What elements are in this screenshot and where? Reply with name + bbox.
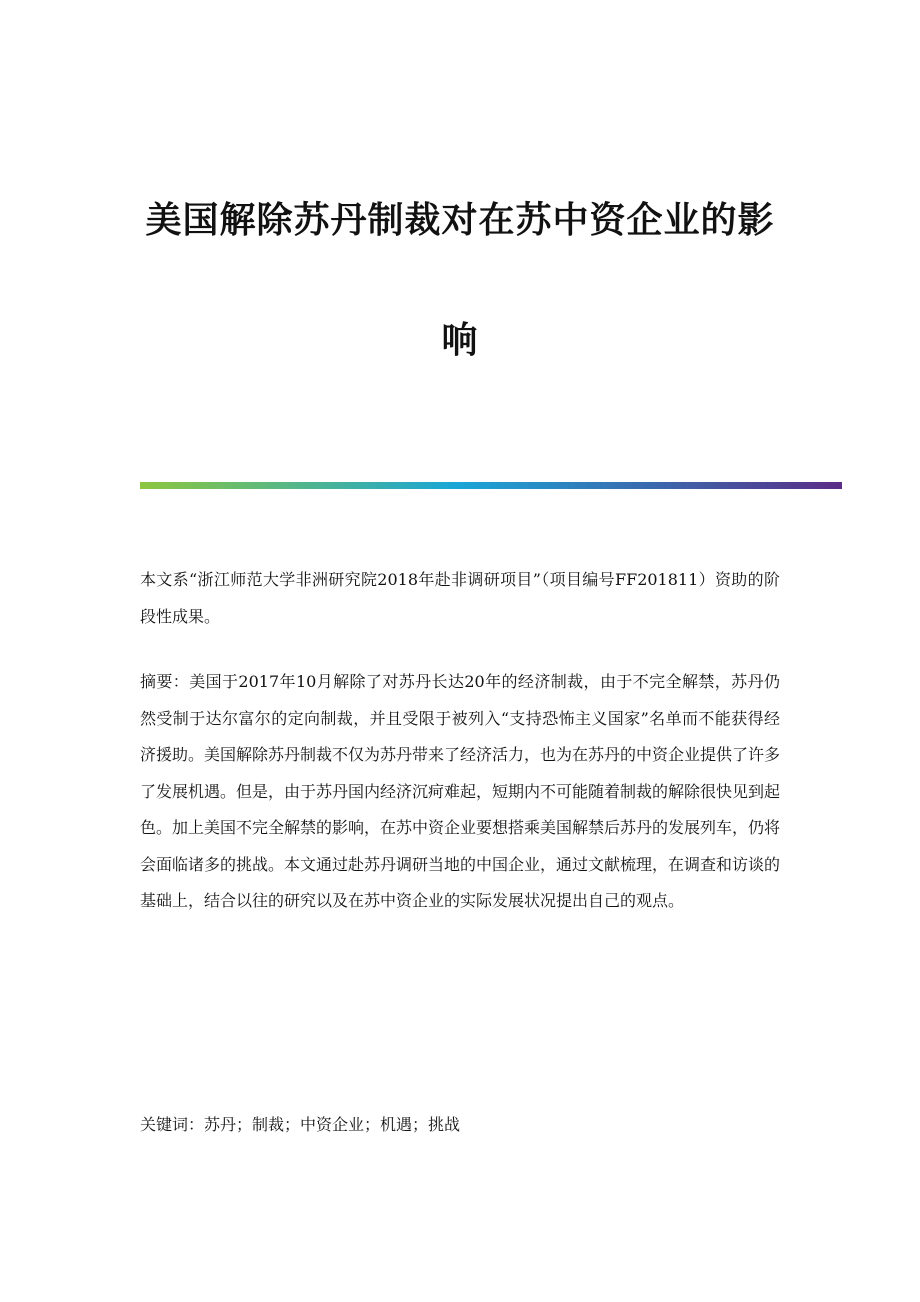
document-title-line-2: 响	[441, 320, 479, 361]
keywords-line: 关键词：苏丹；制裁；中资企业；机遇；挑战	[140, 1115, 461, 1134]
gradient-divider	[140, 482, 842, 489]
abstract-paragraph: 摘要：美国于2017年10月解除了对苏丹长达20年的经济制裁，由于不完全解禁，苏丹仍然受制于达尔富尔的定向制裁，并且受限于被列入“支持恐怖主义国家”名单而不能获得经济援助。美国解除苏丹制裁不仅为苏丹带来了经济活力，也为在苏丹的中资企业提供了许多了发展机遇。但是，由于苏丹国内经济沉疴难起，短期内不可能随着制裁的解除很快见到起色。加上美国不完全解禁的影响，在苏中资企业要想搭乘美国解禁后苏丹的发展列车，仍将会面临诸多的挑战。本文通过赴苏丹调研当地的中国企业，通过文献梳理，在调查和访谈的基础上，结合以往的研究以及在苏中资企业的实际发展状况提出自己的观点。	[140, 672, 781, 910]
funding-note: 本文系“浙江师范大学非洲研究院2018年赴非调研项目”（项目编号FF201811）资助的阶段性成果。	[140, 570, 780, 626]
document-title-line-1: 美国解除苏丹制裁对在苏中资企业的影	[145, 200, 775, 241]
